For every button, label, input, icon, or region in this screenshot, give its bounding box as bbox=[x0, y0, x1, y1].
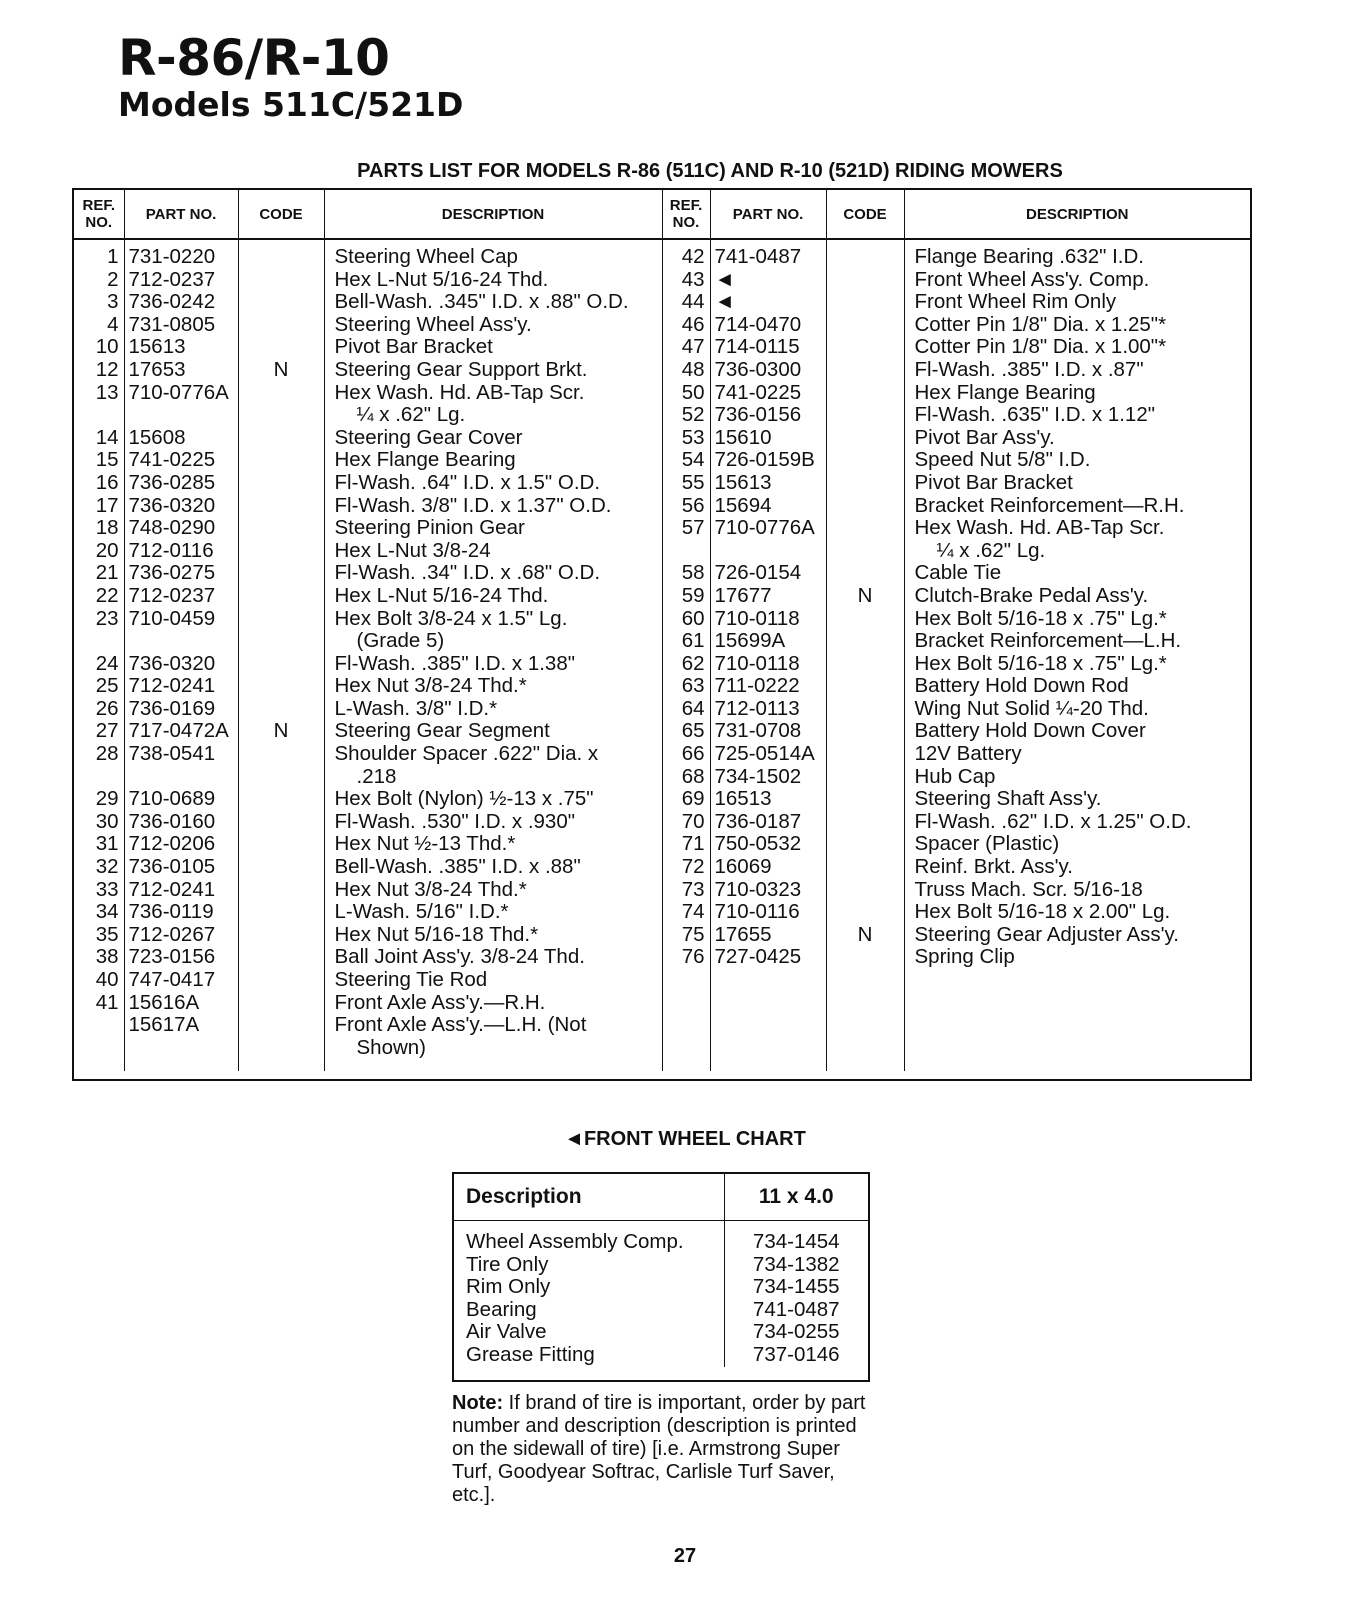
code: N bbox=[857, 923, 873, 946]
part-no: 710-0116 bbox=[714, 901, 800, 924]
front-wheel-body bbox=[454, 1221, 868, 1367]
table-row bbox=[74, 946, 1250, 969]
part-no: 712-0237 bbox=[128, 584, 216, 607]
ref-no: 12 bbox=[95, 358, 119, 381]
table-row bbox=[74, 630, 1250, 653]
description: Hex L-Nut 5/16-24 Thd. bbox=[334, 268, 549, 291]
title-block bbox=[118, 30, 463, 124]
table-row bbox=[74, 788, 1250, 811]
ref-no: 73 bbox=[681, 878, 705, 901]
description: Steering Wheel Cap bbox=[334, 245, 518, 268]
ref-no: 56 bbox=[681, 494, 705, 517]
front-wheel-description: Bearing bbox=[466, 1297, 537, 1321]
description: Bracket Reinforcement—L.H. bbox=[914, 630, 1182, 653]
part-no: 717-0472A bbox=[128, 720, 229, 743]
table-row bbox=[74, 239, 1250, 269]
part-no: 16513 bbox=[714, 788, 772, 811]
part-no: 747-0417 bbox=[128, 969, 216, 991]
part-no: 736-0169 bbox=[128, 697, 216, 720]
table-row bbox=[74, 540, 1250, 563]
table-row bbox=[74, 608, 1250, 631]
description: L-Wash. 3/8" I.D.* bbox=[334, 697, 498, 720]
table-row bbox=[74, 585, 1250, 608]
description: Steering Gear Adjuster Ass'y. bbox=[914, 923, 1179, 946]
ref-no: 70 bbox=[681, 810, 705, 833]
table-row bbox=[74, 382, 1250, 405]
ref-no: 31 bbox=[95, 833, 119, 856]
table-row bbox=[74, 1014, 1250, 1037]
ref-no: 24 bbox=[95, 652, 119, 675]
ref-no: 52 bbox=[681, 404, 705, 427]
part-no: 712-0116 bbox=[128, 539, 214, 562]
description: Hex Flange Bearing bbox=[334, 449, 516, 472]
description: Fl-Wash. .530" I.D. x .930" bbox=[334, 810, 576, 833]
ref-no: 3 bbox=[107, 291, 119, 314]
ref-no: 69 bbox=[681, 788, 705, 811]
ref-no: 13 bbox=[95, 381, 119, 404]
ref-no: 46 bbox=[681, 313, 705, 336]
page-subtitle: Models 511C/521D bbox=[118, 85, 464, 124]
description: Hex Wash. Hd. AB-Tap Scr. bbox=[914, 517, 1165, 540]
description: Steering Wheel Ass'y. bbox=[334, 313, 532, 336]
part-no: 15613 bbox=[128, 336, 186, 359]
ref-no: 63 bbox=[681, 675, 705, 698]
table-row bbox=[74, 1037, 1250, 1060]
code: N bbox=[273, 720, 289, 743]
ref-no: 20 bbox=[95, 539, 119, 562]
parts-list-body bbox=[74, 239, 1250, 1071]
table-row bbox=[74, 879, 1250, 902]
table-row bbox=[74, 449, 1250, 472]
part-no: 712-0267 bbox=[128, 923, 216, 946]
description: Spacer (Plastic) bbox=[914, 833, 1060, 856]
description: Steering Gear Segment bbox=[334, 720, 550, 743]
front-wheel-row bbox=[454, 1299, 868, 1322]
part-no: 710-0689 bbox=[128, 788, 216, 811]
ref-no: 61 bbox=[681, 630, 705, 653]
header-code: CODE bbox=[238, 190, 324, 239]
part-no: 731-0805 bbox=[128, 313, 216, 336]
header-description-right: DESCRIPTION bbox=[904, 190, 1250, 239]
ref-no: 60 bbox=[681, 607, 705, 630]
table-row bbox=[74, 472, 1250, 495]
part-no: 736-0105 bbox=[128, 856, 216, 879]
table-row bbox=[74, 291, 1250, 314]
ref-no: 57 bbox=[681, 517, 705, 540]
table-row bbox=[74, 427, 1250, 450]
front-wheel-part-no: 734-1454 bbox=[724, 1221, 868, 1254]
ref-no: 59 bbox=[681, 584, 705, 607]
parts-list-frame bbox=[72, 188, 1252, 1081]
description: Hex Nut 5/16-18 Thd.* bbox=[334, 923, 539, 946]
table-row bbox=[74, 675, 1250, 698]
description: Steering Shaft Ass'y. bbox=[914, 788, 1102, 811]
front-wheel-table bbox=[454, 1174, 868, 1367]
part-no: 736-0242 bbox=[128, 291, 216, 314]
ref-no: 29 bbox=[95, 788, 119, 811]
ref-no: 74 bbox=[681, 901, 705, 924]
part-no: 726-0159B bbox=[714, 449, 815, 472]
description: Bell-Wash. .345" I.D. x .88" O.D. bbox=[334, 291, 629, 314]
ref-no: 28 bbox=[95, 743, 119, 766]
description: Hex Nut 3/8-24 Thd.* bbox=[334, 878, 527, 901]
part-no: 710-0118 bbox=[714, 652, 800, 675]
table-row bbox=[74, 698, 1250, 721]
front-wheel-col-size: 11 x 4.0 bbox=[724, 1174, 868, 1221]
header-description: DESCRIPTION bbox=[324, 190, 662, 239]
description: Hub Cap bbox=[914, 765, 996, 788]
description: Front Wheel Ass'y. Comp. bbox=[914, 268, 1150, 291]
ref-no: 54 bbox=[681, 449, 705, 472]
ref-no: 18 bbox=[95, 517, 119, 540]
note-label: Note: bbox=[452, 1392, 504, 1414]
ref-no: 65 bbox=[681, 720, 705, 743]
front-wheel-part-no: 734-0255 bbox=[724, 1321, 868, 1344]
front-wheel-row bbox=[454, 1254, 868, 1277]
front-wheel-description: Wheel Assembly Comp. bbox=[466, 1230, 684, 1253]
description: Fl-Wash. .385" I.D. x .87" bbox=[914, 358, 1144, 381]
table-row bbox=[74, 517, 1250, 540]
description: Flange Bearing .632" I.D. bbox=[914, 245, 1144, 268]
ref-no: 16 bbox=[95, 471, 119, 494]
part-no: 723-0156 bbox=[128, 946, 216, 969]
table-row bbox=[74, 811, 1250, 834]
page-title: R-86/R-10 bbox=[118, 29, 390, 87]
ref-no: 66 bbox=[681, 743, 705, 766]
table-row bbox=[74, 766, 1250, 789]
part-no: 17677 bbox=[714, 584, 772, 607]
part-no: 15613 bbox=[714, 471, 772, 494]
part-no: 736-0320 bbox=[128, 652, 216, 675]
ref-no: 32 bbox=[95, 856, 119, 879]
ref-no: 68 bbox=[681, 765, 705, 788]
description: Fl-Wash. 3/8" I.D. x 1.37" O.D. bbox=[334, 494, 612, 517]
description: Front Axle Ass'y.—L.H. (Not bbox=[334, 1014, 587, 1037]
description: Steering Gear Support Brkt. bbox=[334, 358, 588, 381]
part-no: 15616A bbox=[128, 991, 200, 1014]
table-row bbox=[74, 314, 1250, 337]
table-row bbox=[74, 924, 1250, 947]
part-no: 736-0300 bbox=[714, 358, 802, 381]
description: Reinf. Brkt. Ass'y. bbox=[914, 856, 1073, 879]
header-ref-no: REF. NO. bbox=[74, 190, 124, 239]
table-row bbox=[74, 359, 1250, 382]
table-row bbox=[74, 856, 1250, 879]
description: Spring Clip bbox=[914, 946, 1015, 969]
header-part-no-right: PART NO. bbox=[710, 190, 826, 239]
table-row bbox=[74, 269, 1250, 292]
description: .218 bbox=[356, 765, 397, 788]
part-no: 710-0776A bbox=[128, 381, 229, 404]
ref-no: 10 bbox=[95, 336, 119, 359]
code: N bbox=[857, 584, 873, 607]
front-wheel-col-description: Description bbox=[454, 1174, 724, 1221]
description: Cotter Pin 1/8" Dia. x 1.25"* bbox=[914, 313, 1167, 336]
description: Steering Pinion Gear bbox=[334, 517, 525, 540]
description: Cable Tie bbox=[914, 562, 1002, 585]
description: (Grade 5) bbox=[356, 630, 445, 653]
part-no: 710-0776A bbox=[714, 517, 815, 540]
ref-no: 2 bbox=[107, 268, 119, 291]
header-part-no: PART NO. bbox=[124, 190, 238, 239]
ref-no: 53 bbox=[681, 426, 705, 449]
ref-no: 58 bbox=[681, 562, 705, 585]
ref-no: 40 bbox=[95, 969, 119, 991]
ref-no: 4 bbox=[107, 313, 119, 336]
ref-no: 21 bbox=[95, 562, 119, 585]
part-no: 741-0225 bbox=[714, 381, 802, 404]
description: 12V Battery bbox=[914, 743, 1022, 766]
description: Hex L-Nut 3/8-24 bbox=[334, 539, 491, 562]
description: Fl-Wash. .34" I.D. x .68" O.D. bbox=[334, 562, 601, 585]
page-number: 27 bbox=[673, 1545, 697, 1567]
description: Fl-Wash. .62" I.D. x 1.25" O.D. bbox=[914, 810, 1192, 833]
part-no: 712-0113 bbox=[714, 697, 800, 720]
ref-no: 25 bbox=[95, 675, 119, 698]
ref-no: 72 bbox=[681, 856, 705, 879]
description: Bell-Wash. .385" I.D. x .88" bbox=[334, 856, 581, 879]
part-no: 15694 bbox=[714, 494, 772, 517]
part-no: ◄ bbox=[714, 291, 735, 314]
description: Fl-Wash. .635" I.D. x 1.12" bbox=[914, 404, 1156, 427]
description: Wing Nut Solid ¼-20 Thd. bbox=[914, 697, 1149, 720]
part-no: 741-0487 bbox=[714, 245, 802, 268]
description: Battery Hold Down Cover bbox=[914, 720, 1146, 743]
part-no: 734-1502 bbox=[714, 765, 802, 788]
part-no: 712-0241 bbox=[128, 675, 216, 698]
description: Speed Nut 5/8" I.D. bbox=[914, 449, 1091, 472]
description: Front Axle Ass'y.—R.H. bbox=[334, 991, 546, 1014]
part-no: 741-0225 bbox=[128, 449, 216, 472]
description: Steering Tie Rod bbox=[334, 969, 488, 991]
part-no: 726-0154 bbox=[714, 562, 802, 585]
front-wheel-row bbox=[454, 1276, 868, 1299]
part-no: ◄ bbox=[714, 268, 735, 291]
description: Hex Bolt 5/16-18 x .75" Lg.* bbox=[914, 607, 1167, 630]
part-no: 725-0514A bbox=[714, 743, 815, 766]
ref-no: 38 bbox=[95, 946, 119, 969]
front-wheel-description: Air Valve bbox=[466, 1320, 547, 1344]
front-wheel-part-no: 741-0487 bbox=[724, 1299, 868, 1322]
table-row bbox=[74, 562, 1250, 585]
description: Cotter Pin 1/8" Dia. x 1.00"* bbox=[914, 336, 1167, 359]
front-wheel-row bbox=[454, 1321, 868, 1344]
description: ¼ x .62" Lg. bbox=[356, 404, 466, 427]
description: Hex Nut 3/8-24 Thd.* bbox=[334, 675, 527, 698]
ref-no: 35 bbox=[95, 923, 119, 946]
ref-no: 50 bbox=[681, 381, 705, 404]
ref-no: 23 bbox=[95, 607, 119, 630]
description: L-Wash. 5/16" I.D.* bbox=[334, 901, 509, 924]
table-row bbox=[74, 992, 1250, 1015]
front-wheel-chart-heading: ◄FRONT WHEEL CHART bbox=[564, 1128, 806, 1150]
description: Pivot Bar Bracket bbox=[914, 471, 1073, 494]
part-no: 16069 bbox=[714, 856, 772, 879]
part-no: 736-0187 bbox=[714, 810, 802, 833]
front-wheel-header-row bbox=[454, 1174, 868, 1221]
ref-no: 43 bbox=[681, 268, 705, 291]
description: Fl-Wash. .385" I.D. x 1.38" bbox=[334, 652, 576, 675]
description: Fl-Wash. .64" I.D. x 1.5" O.D. bbox=[334, 471, 601, 494]
note-text: If brand of tire is important, order by part number and description (description is printed on the sidewall of tire) [i.e. Armstrong Super Turf, Goodyear Softrac, Carlisle Turf Saver, etc.]. bbox=[452, 1392, 866, 1506]
ref-no: 55 bbox=[681, 471, 705, 494]
part-no: 712-0206 bbox=[128, 833, 216, 856]
description: Hex Bolt 5/16-18 x 2.00" Lg. bbox=[914, 901, 1171, 924]
description: Pivot Bar Ass'y. bbox=[914, 426, 1055, 449]
description: Steering Gear Cover bbox=[334, 426, 523, 449]
part-no: 736-0119 bbox=[128, 901, 214, 924]
description: Pivot Bar Bracket bbox=[334, 336, 493, 359]
part-no: 727-0425 bbox=[714, 946, 802, 969]
part-no: 738-0541 bbox=[128, 743, 216, 766]
front-wheel-part-no: 737-0146 bbox=[724, 1344, 868, 1367]
ref-no: 33 bbox=[95, 878, 119, 901]
ref-no: 27 bbox=[95, 720, 119, 743]
table-row bbox=[74, 901, 1250, 924]
description: Bracket Reinforcement—R.H. bbox=[914, 494, 1185, 517]
header-code-right: CODE bbox=[826, 190, 904, 239]
part-no: 710-0323 bbox=[714, 878, 802, 901]
ref-no: 44 bbox=[681, 291, 705, 314]
parts-list-table bbox=[74, 190, 1250, 1071]
ref-no: 48 bbox=[681, 358, 705, 381]
description: Hex Bolt 3/8-24 x 1.5" Lg. bbox=[334, 607, 568, 630]
table-row bbox=[74, 720, 1250, 743]
ref-no: 17 bbox=[95, 494, 119, 517]
description: Ball Joint Ass'y. 3/8-24 Thd. bbox=[334, 946, 585, 969]
ref-no: 14 bbox=[95, 426, 119, 449]
table-row bbox=[74, 833, 1250, 856]
front-wheel-description: Rim Only bbox=[466, 1275, 551, 1299]
ref-no: 76 bbox=[681, 946, 705, 969]
front-wheel-part-no: 734-1382 bbox=[724, 1254, 868, 1277]
parts-list-header-row bbox=[74, 190, 1250, 239]
description: Hex Nut ½-13 Thd.* bbox=[334, 833, 516, 856]
ref-no: 41 bbox=[95, 991, 119, 1014]
part-no: 731-0708 bbox=[714, 720, 802, 743]
ref-no: 71 bbox=[681, 833, 705, 856]
parts-list-heading: PARTS LIST FOR MODELS R-86 (511C) AND R-10 (521D) RIDING MOWERS bbox=[357, 160, 1063, 182]
description: Hex Flange Bearing bbox=[914, 381, 1096, 404]
table-row bbox=[74, 653, 1250, 676]
part-no: 712-0241 bbox=[128, 878, 216, 901]
front-wheel-part-no: 734-1455 bbox=[724, 1276, 868, 1299]
code: N bbox=[273, 358, 289, 381]
ref-no: 22 bbox=[95, 584, 119, 607]
description: Battery Hold Down Rod bbox=[914, 675, 1129, 698]
part-no: 710-0459 bbox=[128, 607, 216, 630]
ref-no: 47 bbox=[681, 336, 705, 359]
table-row bbox=[74, 495, 1250, 518]
part-no: 15608 bbox=[128, 426, 186, 449]
ref-no: 34 bbox=[95, 901, 119, 924]
description: ¼ x .62" Lg. bbox=[936, 539, 1046, 562]
description: Hex Wash. Hd. AB-Tap Scr. bbox=[334, 381, 585, 404]
table-row bbox=[74, 336, 1250, 359]
part-no: 736-0285 bbox=[128, 471, 216, 494]
description: Truss Mach. Scr. 5/16-18 bbox=[914, 878, 1143, 901]
part-no: 736-0320 bbox=[128, 494, 216, 517]
part-no: 711-0222 bbox=[714, 675, 800, 698]
part-no: 15617A bbox=[128, 1014, 200, 1037]
part-no: 736-0156 bbox=[714, 404, 802, 427]
part-no: 17653 bbox=[128, 358, 186, 381]
part-no: 748-0290 bbox=[128, 517, 216, 540]
part-no: 15610 bbox=[714, 426, 772, 449]
front-wheel-row bbox=[454, 1221, 868, 1254]
ref-no: 75 bbox=[681, 923, 705, 946]
part-no: 736-0160 bbox=[128, 810, 216, 833]
part-no: 15699A bbox=[714, 630, 786, 653]
table-row bbox=[74, 743, 1250, 766]
part-no: 712-0237 bbox=[128, 268, 216, 291]
part-no: 710-0118 bbox=[714, 607, 800, 630]
ref-no: 26 bbox=[95, 697, 119, 720]
filler-row bbox=[74, 1059, 1250, 1071]
ref-no: 1 bbox=[107, 245, 119, 268]
ref-no: 15 bbox=[95, 449, 119, 472]
description: Hex Bolt (Nylon) ½-13 x .75" bbox=[334, 788, 594, 811]
part-no: 714-0470 bbox=[714, 313, 802, 336]
description: Hex Bolt 5/16-18 x .75" Lg.* bbox=[914, 652, 1167, 675]
part-no: 736-0275 bbox=[128, 562, 216, 585]
description: Hex L-Nut 5/16-24 Thd. bbox=[334, 584, 549, 607]
description: Shoulder Spacer .622" Dia. x bbox=[334, 743, 599, 766]
tire-note bbox=[452, 1392, 882, 1507]
front-wheel-chart bbox=[452, 1172, 870, 1382]
part-no: 714-0115 bbox=[714, 336, 800, 359]
ref-no: 42 bbox=[681, 245, 705, 268]
front-wheel-description: Grease Fitting bbox=[466, 1342, 595, 1366]
description: Shown) bbox=[356, 1036, 427, 1059]
ref-no: 30 bbox=[95, 810, 119, 833]
description: Clutch-Brake Pedal Ass'y. bbox=[914, 584, 1149, 607]
front-wheel-description: Tire Only bbox=[466, 1252, 549, 1276]
part-no: 750-0532 bbox=[714, 833, 802, 856]
front-wheel-row bbox=[454, 1344, 868, 1367]
part-no: 17655 bbox=[714, 923, 772, 946]
description: Front Wheel Rim Only bbox=[914, 291, 1117, 314]
table-row bbox=[74, 969, 1250, 992]
part-no: 731-0220 bbox=[128, 245, 216, 268]
table-row bbox=[74, 404, 1250, 427]
ref-no: 62 bbox=[681, 652, 705, 675]
ref-no: 64 bbox=[681, 697, 705, 720]
header-ref-no-right: REF. NO. bbox=[662, 190, 710, 239]
